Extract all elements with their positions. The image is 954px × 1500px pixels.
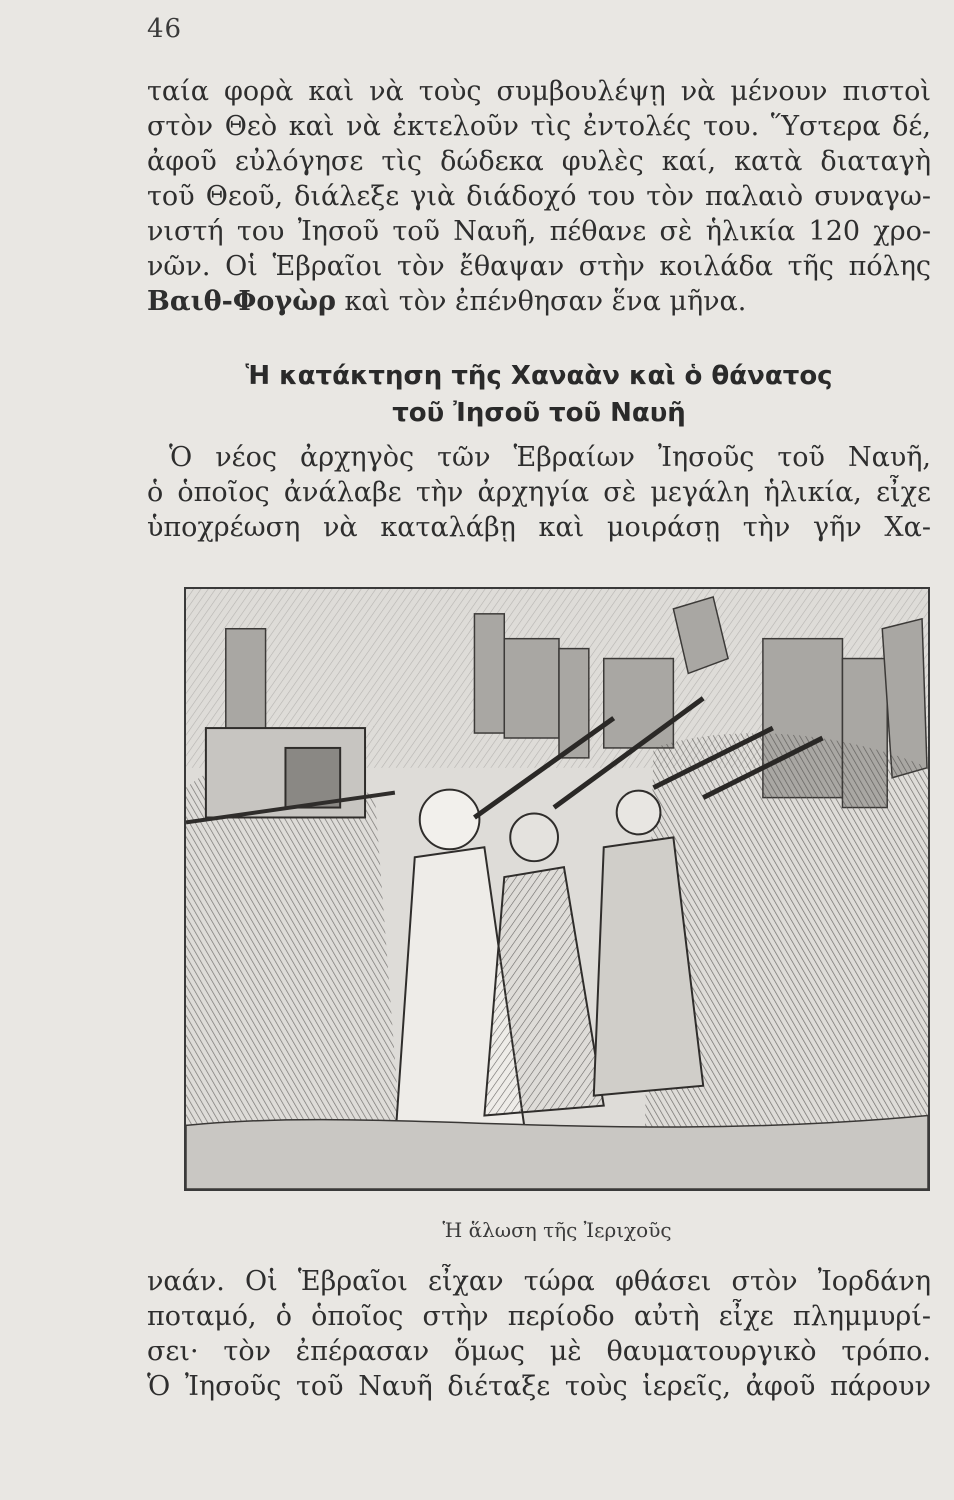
place-name: Βαιθ-Φογὼρ — [147, 286, 336, 317]
text-line: Ὁ νέος ἀρχηγὸς τῶν Ἑβραίων Ἰησοῦς τοῦ Ναυῆ, — [169, 442, 931, 473]
text-line: ἀφοῦ εὐλόγησε τὶς δώδεκα φυλὲς καί, κατὰ διαταγὴ — [147, 146, 931, 177]
text-line: ναάν. Οἱ Ἑβραῖοι εἶχαν τώρα φθάσει στὸν Ἰορδάνη — [147, 1266, 931, 1297]
paragraph-bottom — [147, 1264, 931, 1404]
text-line: τοῦ Θεοῦ, διάλεξε γιὰ διάδοχό του τὸν παλαιὸ συναγω- — [147, 181, 931, 212]
section-heading — [147, 358, 931, 432]
ark — [186, 728, 395, 822]
text-line: σει· τὸν ἐπέρασαν ὅμως μὲ θαυματουργικὸ τρόπο. — [147, 1336, 931, 1367]
ground — [186, 1115, 928, 1189]
section-heading-line: Ἡ κατάκτηση τῆς Χαναὰν καὶ ὁ θάνατος — [245, 361, 833, 391]
text-line: νῶν. Οἱ Ἑβραῖοι τὸν ἔθαψαν στὴν κοιλάδα τῆς πόλης — [147, 251, 931, 282]
text-line: νιστή του Ἰησοῦ τοῦ Ναυῆ, πέθανε σὲ ἡλικία 120 χρο- — [147, 216, 931, 247]
illustration-caption: Ἡ ἅλωση τῆς Ἰεριχοῦς — [442, 1218, 672, 1242]
text-line: ὁ ὁποῖος ἀνάλαβε τὴν ἀρχηγία σὲ μεγάλη ἡλικία, εἶχε — [147, 477, 931, 508]
text-line: ὑποχρέωση νὰ καταλάβῃ καὶ μοιράσῃ τὴν γῆν Χα- — [147, 512, 931, 543]
text-fragment: καὶ τὸν ἐπένθησαν ἕνα μῆνα. — [335, 286, 747, 317]
engraving-drawing — [186, 589, 928, 1189]
text-line — [147, 284, 931, 319]
text-line: Ὁ Ἰησοῦς τοῦ Ναυῆ διέταξε τοὺς ἱερεῖς, ἀφοῦ πάρουν — [147, 1371, 931, 1402]
text-line: ποταμό, ὁ ὁποῖος στὴν περίοδο αὐτὴ εἶχε πλημμυρί- — [147, 1301, 931, 1332]
paragraph-top — [147, 74, 931, 319]
text-line: στὸν Θεὸ καὶ νὰ ἐκτελοῦν τὶς ἐντολές του. Ὕστερα δέ, — [147, 111, 931, 142]
page-number: 46 — [147, 14, 183, 44]
section-heading-line: τοῦ Ἰησοῦ τοῦ Ναυῆ — [392, 398, 686, 428]
paragraph-middle — [147, 440, 931, 545]
engraving-illustration — [184, 587, 930, 1191]
text-line: ταία φορὰ καὶ νὰ τοὺς συμβουλέψῃ νὰ μένουν πιστοὶ — [147, 76, 931, 107]
